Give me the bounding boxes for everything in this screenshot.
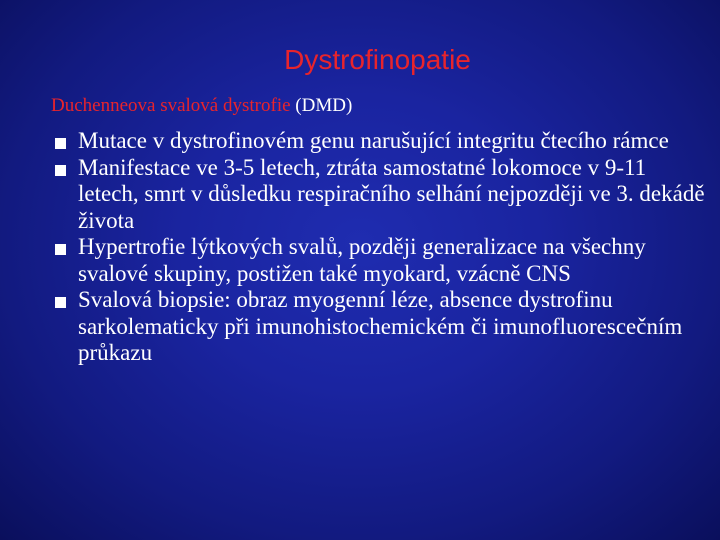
bullet-item — [55, 287, 705, 367]
square-bullet-icon — [55, 138, 66, 149]
bullet-text: Hypertrofie lýtkových svalů, později generalizace na všechny svalové skupiny, postižen také myokard, vzácně CNS — [78, 234, 646, 286]
slide-subtitle — [51, 95, 352, 117]
bullet-list — [55, 128, 705, 367]
square-bullet-icon — [55, 297, 66, 308]
bullet-item — [55, 155, 705, 235]
subtitle-disease-name: Duchenneova svalová dystrofie — [51, 95, 296, 116]
bullet-item — [55, 128, 705, 155]
square-bullet-icon — [55, 165, 66, 176]
square-bullet-icon — [55, 244, 66, 255]
subtitle-abbreviation: (DMD) — [295, 95, 353, 116]
bullet-text: Manifestace ve 3-5 letech, ztráta samostatné lokomoce v 9-11 letech, smrt v důsledku respiračního selhání nejpozději ve 3. dekádě života — [78, 154, 705, 233]
bullet-text: Svalová biopsie: obraz myogenní léze, absence dystrofinu sarkolematicky při imunohistochemickém či imunofluorescečním průkazu — [78, 287, 683, 365]
slide-title: Dystrofinopatie — [284, 44, 471, 75]
bullet-text: Mutace v dystrofinovém genu narušující integritu čtecího rámce — [78, 128, 669, 153]
bullet-item — [55, 234, 705, 287]
